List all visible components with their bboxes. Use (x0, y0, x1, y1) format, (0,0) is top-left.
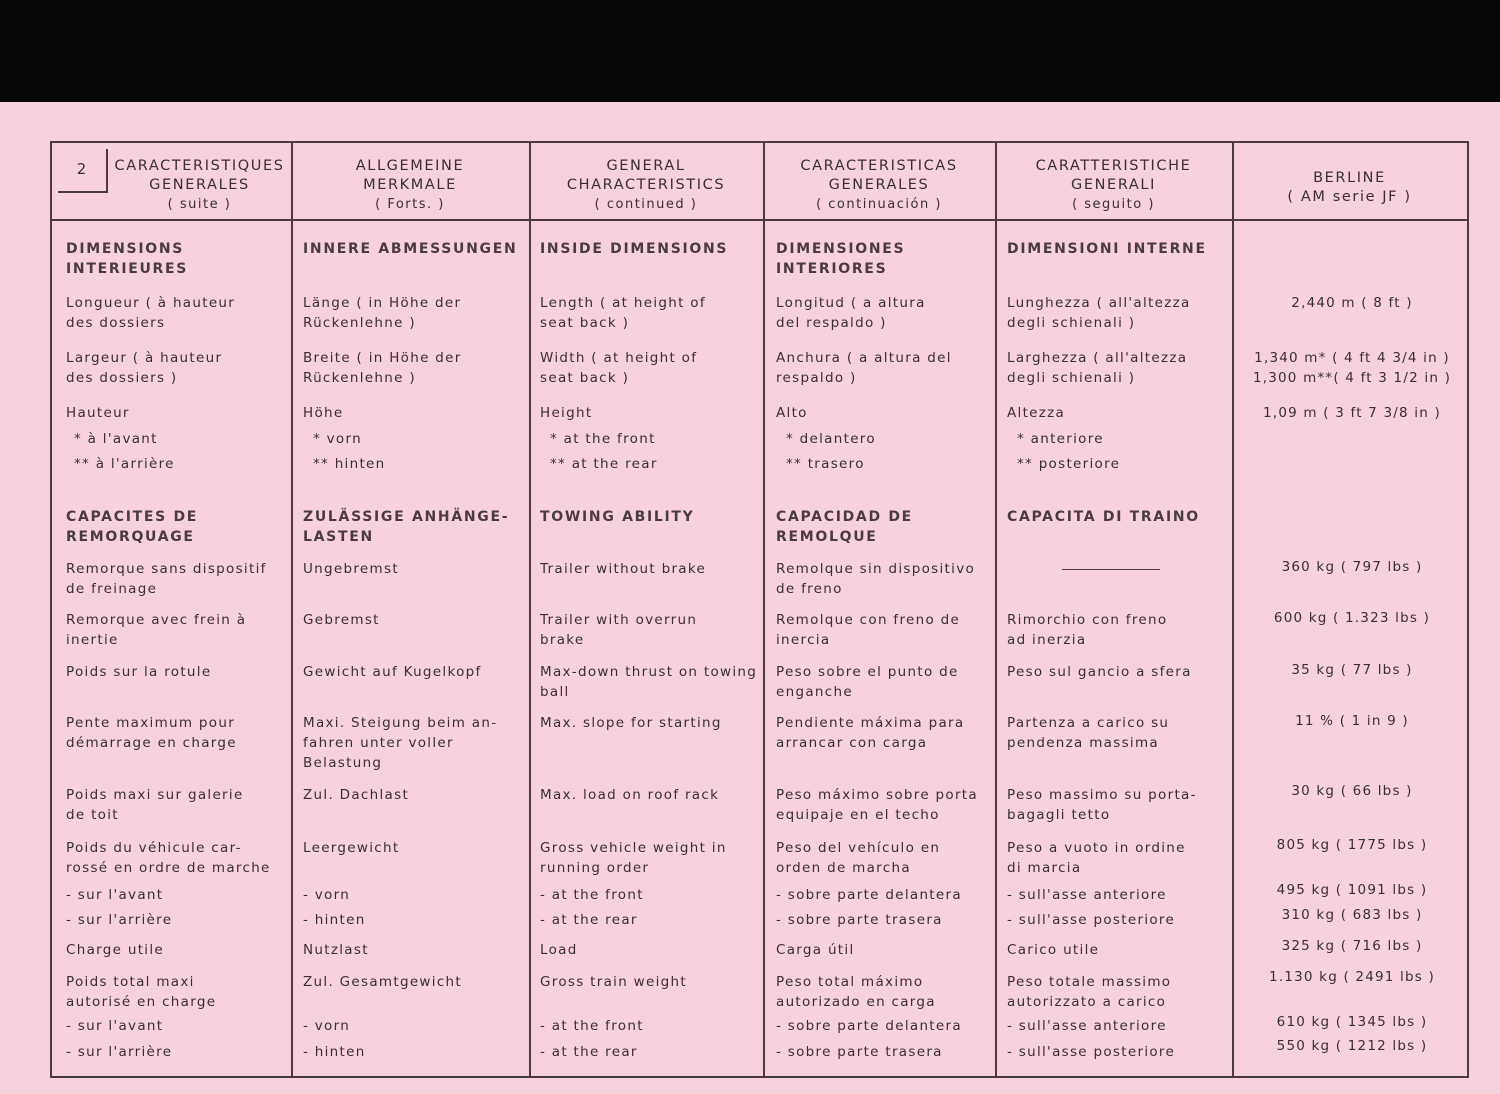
row-load-fr: Charge utile (66, 942, 164, 958)
empty-value-dash (1062, 569, 1160, 570)
row-height-rear-es: ** trasero (786, 456, 865, 472)
row-gross-rear-de: - hinten (303, 1044, 366, 1060)
row-roof-fr: Poids maxi sur galerie de toit (66, 787, 244, 823)
row-overrun-de: Gebremst (303, 612, 380, 628)
row-gross-rear-es: - sobre parte trasera (776, 1044, 943, 1060)
row-kerb-front-en: - at the front (540, 887, 644, 903)
row-height-front-it: * anteriore (1017, 431, 1104, 447)
row-height-es: Alto (776, 405, 808, 421)
row-gross-front-fr: - sur l'avant (66, 1018, 164, 1034)
column-divider (763, 143, 765, 1076)
row-gross-front-es: - sobre parte delantera (776, 1018, 962, 1034)
row-kerb-rear-fr: - sur l'arrière (66, 912, 173, 928)
row-overrun-en: Trailer with overrun brake (540, 612, 698, 648)
value-kerb: 805 kg ( 1775 lbs ) (1276, 837, 1428, 853)
scan-top-margin (0, 0, 1500, 102)
value-kerb-front: 495 kg ( 1091 lbs ) (1276, 882, 1428, 898)
row-height-it: Altezza (1007, 405, 1066, 421)
row-roof-it: Peso massimo su porta- bagagli tetto (1007, 787, 1197, 823)
row-ball-en: Max-down thrust on towing ball (540, 664, 758, 700)
row-width-fr: Largeur ( à hauteur des dossiers ) (66, 350, 223, 386)
value-kerb-rear: 310 kg ( 683 lbs ) (1281, 907, 1423, 923)
row-kerb-front-fr: - sur l'avant (66, 887, 164, 903)
row-ball-es: Peso sobre el punto de enganche (776, 664, 959, 700)
row-height-en: Height (540, 405, 593, 421)
row-gross-rear-it: - sull'asse posteriore (1007, 1044, 1176, 1060)
value-gross-rear: 550 kg ( 1212 lbs ) (1276, 1038, 1428, 1054)
row-gross-rear-fr: - sur l'arrière (66, 1044, 173, 1060)
row-height-rear-fr: ** à l'arrière (74, 456, 175, 472)
value-unbraked: 360 kg ( 797 lbs ) (1281, 559, 1423, 575)
column-divider (995, 143, 997, 1076)
row-kerb-front-de: - vorn (303, 887, 351, 903)
row-kerb-en: Gross vehicle weight in running order (540, 840, 727, 876)
row-unbraked-de: Ungebremst (303, 561, 399, 577)
row-load-en: Load (540, 942, 578, 958)
row-height-rear-it: ** posteriore (1017, 456, 1121, 472)
row-overrun-es: Remolque con freno de inercia (776, 612, 961, 648)
row-height-front-es: * delantero (786, 431, 876, 447)
section-heading-inside-fr: DIMENSIONS INTERIEURES (66, 241, 189, 277)
row-length-fr: Longueur ( à hauteur des dossiers (66, 295, 236, 331)
row-width-en: Width ( at height of seat back ) (540, 350, 698, 386)
column-header-fr: CARACTERISTIQUES GENERALES ( suite ) (114, 158, 285, 212)
row-width-de: Breite ( in Höhe der Rückenlehne ) (303, 350, 462, 386)
row-height-front-fr: * à l'avant (74, 431, 158, 447)
row-length-de: Länge ( in Höhe der Rückenlehne ) (303, 295, 462, 331)
row-kerb-es: Peso del vehículo en orden de marcha (776, 840, 941, 876)
row-unbraked-fr: Remorque sans dispositif de freinage (66, 561, 267, 597)
row-length-es: Longitud ( a altura del respaldo ) (776, 295, 926, 331)
specification-table (50, 141, 1469, 1078)
row-kerb-rear-en: - at the rear (540, 912, 638, 928)
value-width: 1,340 m* ( 4 ft 4 3/4 in ) 1,300 m**( 4 ft 3 1/2 in ) (1252, 350, 1452, 386)
row-overrun-fr: Remorque avec frein à inertie (66, 612, 247, 648)
row-ball-it: Peso sul gancio a sfera (1007, 664, 1192, 680)
row-kerb-fr: Poids du véhicule car- rossé en ordre de marche (66, 840, 271, 876)
row-unbraked-en: Trailer without brake (540, 561, 707, 577)
row-roof-es: Peso máximo sobre porta equipaje en el techo (776, 787, 978, 823)
row-slope-fr: Pente maximum pour démarrage en charge (66, 715, 237, 751)
row-length-it: Lunghezza ( all'altezza degli schienali ) (1007, 295, 1191, 331)
row-gross-front-de: - vorn (303, 1018, 351, 1034)
row-kerb-rear-de: - hinten (303, 912, 366, 928)
row-kerb-front-es: - sobre parte delantera (776, 887, 962, 903)
section-heading-inside-it: DIMENSIONI INTERNE (1007, 241, 1207, 257)
row-ball-fr: Poids sur la rotule (66, 664, 212, 680)
row-kerb-front-it: - sull'asse anteriore (1007, 887, 1167, 903)
column-divider (291, 143, 293, 1076)
row-gross-it: Peso totale massimo autorizzato a carico (1007, 974, 1172, 1010)
column-divider (529, 143, 531, 1076)
section-heading-towing-fr: CAPACITES DE REMORQUAGE (66, 509, 199, 545)
value-slope: 11 % ( 1 in 9 ) (1295, 713, 1409, 729)
row-gross-de: Zul. Gesamtgewicht (303, 974, 462, 990)
row-height-front-en: * at the front (550, 431, 656, 447)
section-heading-inside-es: DIMENSIONES INTERIORES (776, 241, 906, 277)
section-heading-towing-it: CAPACITA DI TRAINO (1007, 509, 1200, 525)
row-slope-en: Max. slope for starting (540, 715, 722, 731)
table-number: 2 (58, 149, 108, 193)
value-gross: 1.130 kg ( 2491 lbs ) (1269, 969, 1435, 985)
row-gross-fr: Poids total maxi autorisé en charge (66, 974, 217, 1010)
column-header-de: ALLGEMEINE MERKMALE ( Forts. ) (355, 158, 465, 212)
row-slope-es: Pendiente máxima para arrancar con carga (776, 715, 965, 751)
row-kerb-de: Leergewicht (303, 840, 400, 856)
row-height-front-de: * vorn (313, 431, 362, 447)
row-unbraked-es: Remolque sin dispositivo de freno (776, 561, 976, 597)
row-kerb-it: Peso a vuoto in ordine di marcia (1007, 840, 1186, 876)
row-width-es: Anchura ( a altura del respaldo ) (776, 350, 952, 386)
value-load: 325 kg ( 716 lbs ) (1281, 938, 1423, 954)
row-roof-en: Max. load on roof rack (540, 787, 720, 803)
row-load-de: Nutzlast (303, 942, 369, 958)
column-header-it: CARATTERISTICHE GENERALI ( seguito ) (1035, 158, 1192, 212)
value-ball: 35 kg ( 77 lbs ) (1291, 662, 1413, 678)
row-gross-es: Peso total máximo autorizado en carga (776, 974, 936, 1010)
row-gross-front-en: - at the front (540, 1018, 644, 1034)
row-roof-de: Zul. Dachlast (303, 787, 410, 803)
row-height-rear-de: ** hinten (313, 456, 386, 472)
section-heading-towing-de: ZULÄSSIGE ANHÄNGE- LASTEN (303, 509, 510, 545)
row-slope-it: Partenza a carico su pendenza massima (1007, 715, 1170, 751)
row-gross-en: Gross train weight (540, 974, 687, 990)
row-length-en: Length ( at height of seat back ) (540, 295, 706, 331)
value-length: 2,440 m ( 8 ft ) (1291, 295, 1413, 311)
value-height: 1,09 m ( 3 ft 7 3/8 in ) (1263, 405, 1441, 421)
row-ball-de: Gewicht auf Kugelkopf (303, 664, 482, 680)
row-slope-de: Maxi. Steigung beim an- fahren unter voller Belastung (303, 715, 498, 771)
row-gross-front-it: - sull'asse anteriore (1007, 1018, 1167, 1034)
section-heading-towing-en: TOWING ABILITY (540, 509, 695, 525)
row-height-fr: Hauteur (66, 405, 130, 421)
row-height-de: Höhe (303, 405, 344, 421)
row-load-es: Carga útil (776, 942, 855, 958)
column-header-en: GENERAL CHARACTERISTICS ( continued ) (566, 158, 726, 212)
section-heading-inside-en: INSIDE DIMENSIONS (540, 241, 729, 257)
row-width-it: Larghezza ( all'altezza degli schienali ) (1007, 350, 1188, 386)
row-kerb-rear-it: - sull'asse posteriore (1007, 912, 1176, 928)
value-roof: 30 kg ( 66 lbs ) (1291, 783, 1413, 799)
section-heading-towing-es: CAPACIDAD DE REMOLQUE (776, 509, 913, 545)
row-overrun-it: Rimorchio con freno ad inerzia (1007, 612, 1168, 648)
column-header-value: BERLINE ( AM serie JF ) (1287, 170, 1412, 205)
value-gross-front: 610 kg ( 1345 lbs ) (1276, 1014, 1428, 1030)
column-header-es: CARACTERISTICAS GENERALES ( continuación ) (800, 158, 958, 212)
row-kerb-rear-es: - sobre parte trasera (776, 912, 943, 928)
row-gross-rear-en: - at the rear (540, 1044, 638, 1060)
row-height-rear-en: ** at the rear (550, 456, 658, 472)
header-divider (52, 219, 1467, 221)
row-load-it: Carico utile (1007, 942, 1100, 958)
value-overrun: 600 kg ( 1.323 lbs ) (1273, 610, 1431, 626)
section-heading-inside-de: INNERE ABMESSUNGEN (303, 241, 518, 257)
